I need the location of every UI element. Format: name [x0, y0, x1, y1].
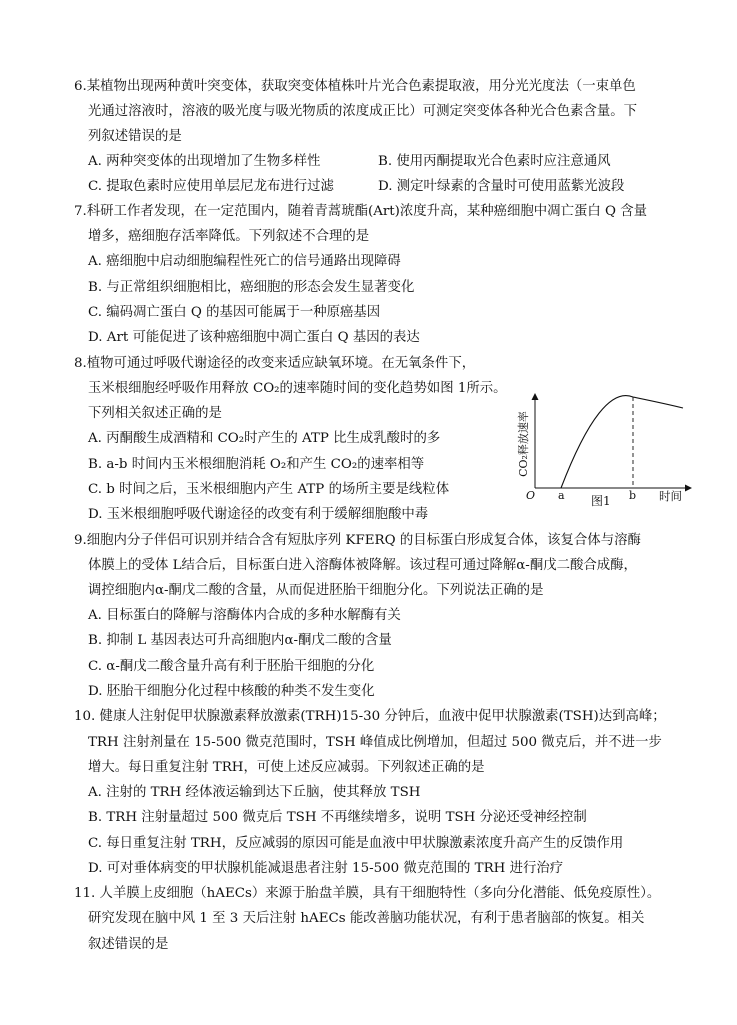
- q10-stem-line-1: 10. 健康人注射促甲状腺激素释放激素(TRH)15-30 分钟后，血液中促甲状腺激素(TSH)达到高峰；: [74, 709, 666, 724]
- q7-stem-line-1: 7.科研工作者发现，在一定范围内，随着青蒿琥酯(Art)浓度升高，某种癌细胞中凋亡蛋白 Q 含量: [74, 204, 648, 219]
- q7-option-d: D. Art 可能促进了该种癌细胞中凋亡蛋白 Q 基因的表达: [88, 330, 420, 345]
- q6-stem-line-3: 列叙述错误的是: [88, 129, 182, 144]
- q11-stem-line-3: 叙述错误的是: [88, 937, 169, 952]
- q7-option-c: C. 编码凋亡蛋白 Q 的基因可能属于一种原癌基因: [88, 305, 381, 320]
- q9-stem-line-1: 9.细胞内分子伴侣可识别并结合含有短肽序列 KFERQ 的目标蛋白形成复合体，该复合体与溶酶: [74, 533, 641, 548]
- q10-stem-line-2: TRH 注射剂量在 15-500 微克范围时，TSH 峰值成比例增加，但超过 500 微克后，并不进一步: [88, 735, 662, 750]
- q9-option-a: A. 目标蛋白的降解与溶酶体内合成的多种水解酶有关: [88, 608, 401, 623]
- q9-option-b: B. 抑制 L 基因表达可升高细胞内α-酮戊二酸的含量: [88, 633, 392, 648]
- q10-option-b: B. TRH 注射量超过 500 微克后 TSH 不再继续增多，说明 TSH 分泌还受神经控制: [88, 810, 587, 825]
- origin-label: O: [526, 489, 536, 502]
- q6-option-a: A. 两种突变体的出现增加了生物多样性: [88, 154, 321, 169]
- q10-stem-line-3: 增大。每日重复注射 TRH，可使上述反应减弱。下列叙述正确的是: [88, 760, 485, 775]
- q10-option-a: A. 注射的 TRH 经体液运输到达下丘脑，使其释放 TSH: [88, 785, 421, 800]
- x-axis-label: 时间: [659, 489, 682, 503]
- q10-option-c: C. 每日重复注射 TRH，反应减弱的原因可能是血液中甲状腺激素浓度升高产生的反馈作用: [88, 836, 624, 851]
- q8-option-c: C. b 时间之后，玉米根细胞内产生 ATP 的场所主要是线粒体: [88, 482, 450, 497]
- q11-stem-line-2: 研究发现在脑中风 1 至 3 天后注射 hAECs 能改善脑功能状况，有利于患者脑部的恢复。相关: [88, 911, 645, 926]
- figure-caption: 图1: [591, 494, 611, 508]
- q6-option-d: D. 测定叶绿素的含量时可使用蓝紫光波段: [378, 179, 625, 194]
- q6-stem-line-1: 6.某植物出现两种黄叶突变体，获取突变体植株叶片光合色素提取液，用分光光度法（一束单色: [74, 79, 636, 94]
- q8-option-d: D. 玉米根细胞呼吸代谢途径的改变有利于缓解细胞酸中毒: [88, 507, 429, 522]
- q9-stem-line-3: 调控细胞内α-酮戊二酸的含量，从而促进胚胎干细胞分化。下列说法正确的是: [88, 583, 544, 598]
- q9-option-c: C. α-酮戊二酸含量升高有利于胚胎干细胞的分化: [88, 659, 375, 674]
- q8-option-a: A. 丙酮酸生成酒精和 CO₂时产生的 ATP 比生成乳酸时的多: [88, 431, 441, 446]
- q10-option-d: D. 可对垂体病变的甲状腺机能减退患者注射 15-500 微克范围的 TRH 进行治疗: [88, 861, 564, 876]
- y-axis-label: CO₂释放速率: [517, 411, 530, 477]
- q7-stem-line-2: 增多，癌细胞存活率降低。下列叙述不合理的是: [88, 229, 370, 244]
- co2-release-curve: [561, 396, 683, 488]
- q8-option-b: B. a-b 时间内玉米根细胞消耗 O₂和产生 CO₂的速率相等: [88, 457, 425, 472]
- q7-option-b: B. 与正常组织细胞相比，癌细胞的形态会发生显著变化: [88, 280, 415, 295]
- q9-option-d: D. 胚胎干细胞分化过程中核酸的种类不发生变化: [88, 684, 375, 699]
- q6-stem-line-2: 光通过溶液时，溶液的吸光度与吸光物质的浓度成正比）可测定突变体各种光合色素含量。下: [88, 104, 638, 119]
- q8-stem-line-1: 8.植物可通过呼吸代谢途径的改变来适应缺氧环境。在无氧条件下，: [74, 356, 476, 371]
- q11-stem-line-1: 11. 人羊膜上皮细胞（hAECs）来源于胎盘羊膜，具有干细胞特性（多向分化潜能、低免疫原性）。: [74, 886, 661, 901]
- q8-stem-line-2: 玉米根细胞经呼吸作用释放 CO₂的速率随时间的变化趋势如图 1所示。: [88, 381, 507, 396]
- q6-option-c: C. 提取色素时应使用单层尼龙布进行过滤: [88, 179, 334, 194]
- tick-a-label: a: [558, 489, 565, 502]
- q7-option-a: A. 癌细胞中启动细胞编程性死亡的信号通路出现障碍: [88, 254, 401, 269]
- figure-1-graph: [505, 392, 700, 517]
- tick-b-label: b: [629, 489, 637, 502]
- q6-option-b: B. 使用丙酮提取光合色素时应注意通风: [378, 154, 611, 169]
- q8-stem-line-3: 下列相关叙述正确的是: [88, 406, 222, 421]
- q9-stem-line-2: 体膜上的受体 L结合后，目标蛋白进入溶酶体被降解。该过程可通过降解α-酮戊二酸合成酶，: [88, 558, 637, 573]
